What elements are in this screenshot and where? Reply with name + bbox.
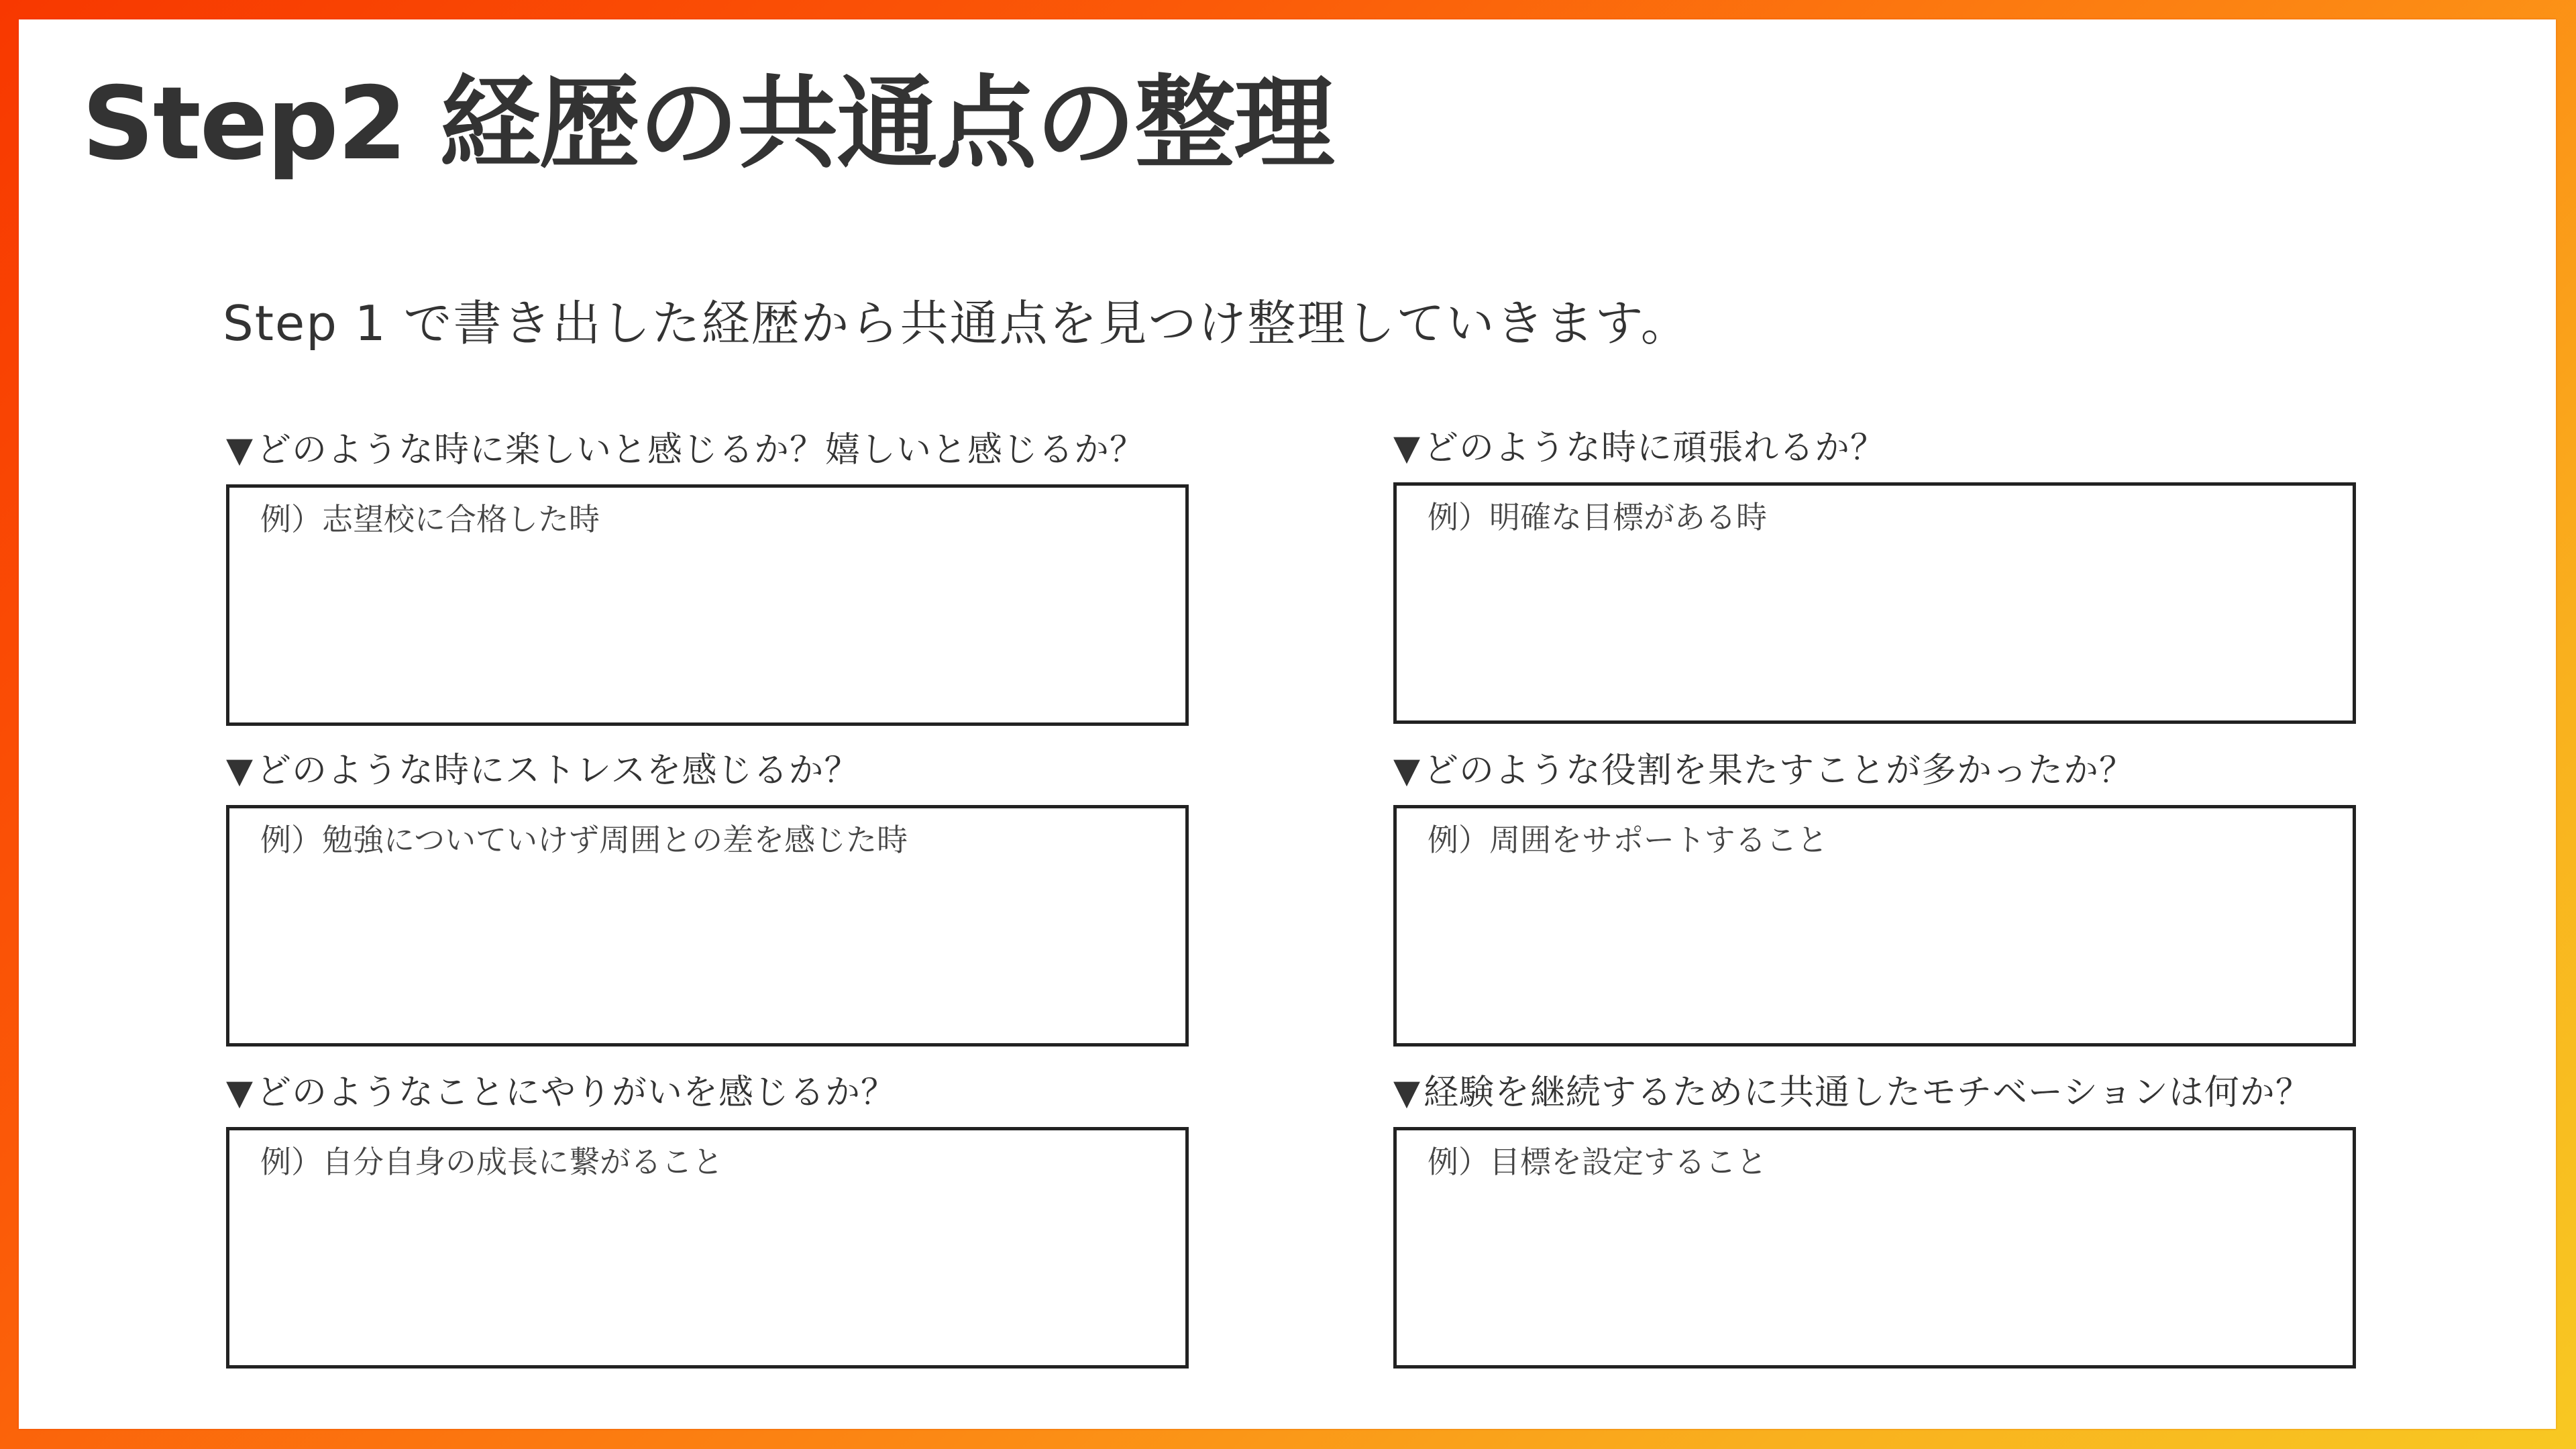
question-label	[226, 750, 859, 792]
question-text: どのような役割を果たすことが多かったか？	[1424, 751, 2135, 791]
question-text: どのような時に楽しいと感じるか？嬉しいと感じるか？	[256, 430, 1146, 470]
example-text: 例）周囲をサポートすること	[1428, 822, 1828, 858]
question-text: どのような時にストレスを感じるか？	[256, 751, 860, 791]
example-text: 例）自分自身の成長に繋がること	[260, 1144, 723, 1180]
example-text: 例）志望校に合格した時	[260, 501, 600, 537]
slide-sheet	[19, 19, 2556, 1429]
question-label	[1393, 1072, 2311, 1114]
example-text: 例）目標を設定すること	[1428, 1144, 1767, 1180]
answer-box[interactable]	[1393, 1127, 2356, 1368]
question-label	[1393, 427, 1886, 469]
example-text: 例）勉強についていけず周囲との差を感じた時	[260, 822, 908, 858]
example-text: 例）明確な目標がある時	[1428, 499, 1767, 535]
answer-box[interactable]	[226, 805, 1189, 1046]
triangle-down-icon: ▼	[1393, 428, 1421, 468]
answer-box[interactable]	[226, 484, 1189, 726]
triangle-down-icon: ▼	[1393, 1073, 1421, 1113]
triangle-down-icon: ▼	[1393, 751, 1421, 791]
question-label	[1393, 750, 2135, 792]
question-label	[226, 429, 1145, 471]
answer-box[interactable]	[1393, 482, 2356, 724]
page-title: Step2 経歴の共通点の整理	[82, 66, 1334, 182]
question-label	[226, 1072, 896, 1114]
question-text: どのような時に頑張れるか？	[1424, 428, 1886, 468]
triangle-down-icon: ▼	[226, 430, 254, 470]
question-text: どのようなことにやりがいを感じるか？	[256, 1073, 897, 1113]
answer-box[interactable]	[226, 1127, 1189, 1368]
triangle-down-icon: ▼	[226, 1073, 254, 1113]
page-subtitle: Step 1 で書き出した経歴から共通点を見つけ整理していきます。	[223, 295, 1690, 352]
question-text: 経験を継続するために共通したモチベーションは何か？	[1424, 1073, 2311, 1113]
triangle-down-icon: ▼	[226, 751, 254, 791]
answer-box[interactable]	[1393, 805, 2356, 1046]
